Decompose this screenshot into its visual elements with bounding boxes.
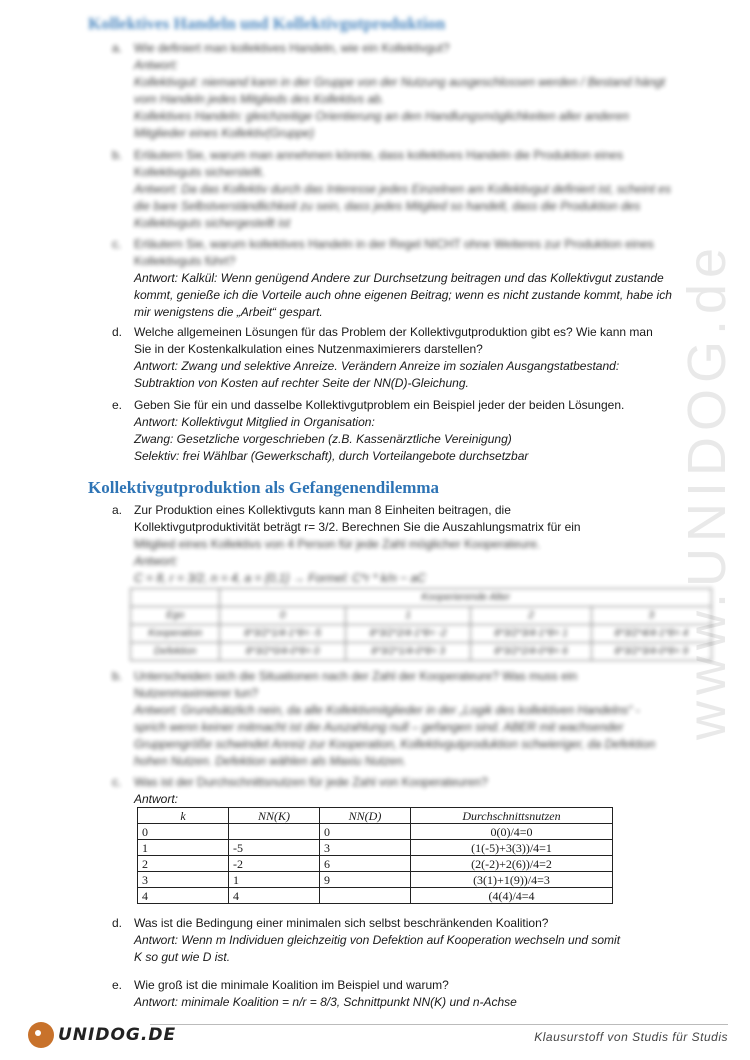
question-text: Kollektivgutproduktivität beträgt r= 3/2. Berechnen Sie die Auszahlungsmatrix für ein xyxy=(134,520,581,534)
formula-text: C = 8, r = 3/2, n = 4, a = {0,1} → Formel: C*r * k/n − aC xyxy=(134,571,426,585)
question-text: Erläutern Sie, warum man annehmen könnte, dass kollektives Handeln die Produktion eines Kollektivguts sicherstellt. xyxy=(134,148,623,179)
section1-item-a xyxy=(112,40,672,142)
section2-item-e xyxy=(112,977,672,1011)
matrix-cell: 8*3/2*0/4-0*8= 0 xyxy=(220,643,346,661)
matrix-cell: 8*3/2*3/4-0*8= 9 xyxy=(591,643,711,661)
question-text: Erläutern Sie, warum kollektives Handeln in der Regel NICHT ohne Weiteres zur Produktion eines Kollektivguts führt? xyxy=(134,237,654,268)
matrix-col: 3 xyxy=(591,607,711,625)
item-label: c. xyxy=(112,237,122,251)
answer-text: Subtraktion von Kosten auf rechter Seite der NN(D)-Gleichung. xyxy=(134,376,469,390)
dog-icon xyxy=(28,1022,54,1048)
table-header: k xyxy=(138,808,229,824)
answer-text: Antwort: Grundsätzlich nein, da alle Kollektivmitglieder in der „Logik des kollektiven Handelns“ - sprich wenn keiner mitmacht ist die Auszahlung null – gefangen sind. ABER mit wachsender Gruppengröße schwindet Anreiz zur Kooperation, Kollektivgutproduktion schwieriger, da Defektion hohen Nutzen. Defektion wählen als Maxiu Nutzen. xyxy=(134,703,656,768)
answer-text: Antwort: Kollektivgut Mitglied in Organisation: xyxy=(134,415,375,429)
table-cell: 0 xyxy=(138,824,229,840)
table-row xyxy=(138,872,613,888)
unidog-logo[interactable] xyxy=(28,1020,176,1050)
item-label: b. xyxy=(112,669,123,683)
table-cell: 3 xyxy=(320,840,411,856)
table-cell: (4(4)/4=4 xyxy=(411,888,613,904)
section2-heading: Kollektivgutproduktion als Gefangenendilemma xyxy=(88,478,440,497)
table-header: NN(K) xyxy=(229,808,320,824)
table-cell: 0 xyxy=(320,824,411,840)
section2-item-a xyxy=(112,502,672,587)
item-label: e. xyxy=(112,398,123,412)
footer-divider xyxy=(150,1024,728,1025)
table-cell: (3(1)+1(9))/4=3 xyxy=(411,872,613,888)
matrix-ego-label: Ego xyxy=(131,607,220,625)
matrix-col: 2 xyxy=(471,607,591,625)
item-label: a. xyxy=(112,503,123,517)
item-label: a. xyxy=(112,41,123,55)
table-cell: 1 xyxy=(138,840,229,856)
table-cell: 6 xyxy=(320,856,411,872)
matrix-header: Kooperierende Alter xyxy=(220,589,712,607)
matrix-cell: 8*3/2*1/4-1*8= -5 xyxy=(220,625,346,643)
table-cell: 2 xyxy=(138,856,229,872)
section2-item-c xyxy=(112,774,672,808)
matrix-col: 0 xyxy=(220,607,346,625)
question-text: Welche allgemeinen Lösungen für das Problem der Kollektivgutproduktion gibt es? Wie kann man Sie in der Kostenkalkulation eines Nutzenmaximierers darstellen? xyxy=(134,325,653,356)
table-cell: 4 xyxy=(229,888,320,904)
section2-item-d xyxy=(112,915,672,966)
item-label: d. xyxy=(112,916,123,930)
question-text: Geben Sie für ein und dasselbe Kollektivgutproblem ein Beispiel jeder der beiden Lösungen. xyxy=(134,398,625,412)
question-text: Was ist die Bedingung einer minimalen sich selbst beschränkenden Koalition? xyxy=(134,916,549,930)
matrix-row-label: Kooperation xyxy=(131,625,220,643)
item-label: c. xyxy=(112,775,122,789)
table-cell: 0(0)/4=0 xyxy=(411,824,613,840)
table-row xyxy=(138,824,613,840)
matrix-cell: 8*3/2*4/4-1*8= 4 xyxy=(591,625,711,643)
answer-label: Antwort: xyxy=(134,554,179,568)
answer-text: Antwort: minimale Koalition = n/r = 8/3, Schnittpunkt NN(K) und n-Achse xyxy=(134,995,517,1009)
table-header: NN(D) xyxy=(320,808,411,824)
table-cell: 3 xyxy=(138,872,229,888)
table-cell: (2(-2)+2(6))/4=2 xyxy=(411,856,613,872)
section1-item-b xyxy=(112,147,672,232)
question-text: Wie groß ist die minimale Koalition im Beispiel und warum? xyxy=(134,978,449,992)
payoff-matrix-table xyxy=(130,588,712,661)
section1-item-d xyxy=(112,324,672,392)
matrix-cell: 8*3/2*2/4-0*8= 6 xyxy=(471,643,591,661)
matrix-cell: 8*3/2*3/4-1*8= 1 xyxy=(471,625,591,643)
table-row xyxy=(138,840,613,856)
item-label: b. xyxy=(112,148,123,162)
section1-item-c xyxy=(112,236,672,321)
table-cell: -2 xyxy=(229,856,320,872)
table-cell: (1(-5)+3(3))/4=1 xyxy=(411,840,613,856)
answer-text: Antwort: Kalkül: Wenn genügend Andere zur Durchsetzung beitragen und das Kollektivgut zustande kommt, genieße ich die Vorteile auch ohne eigenen Beitrag; wenn es nicht zustande kommt, habe ich mir wenigstens die „Arbeit“ gespart. xyxy=(134,271,672,319)
table-cell: 9 xyxy=(320,872,411,888)
answer-label: Antwort: xyxy=(134,792,179,806)
answer-text: K so gut wie D ist. xyxy=(134,950,231,964)
table-cell: 4 xyxy=(138,888,229,904)
item-label: d. xyxy=(112,325,123,339)
question-text: Wie definiert man kollektives Handeln, wie ein Kollektivgut? xyxy=(134,41,450,55)
answer-text: Selektiv: frei Wählbar (Gewerkschaft), durch Vorteilangebote durchsetzbar xyxy=(134,449,529,463)
average-utility-table xyxy=(137,807,613,904)
question-text: Zur Produktion eines Kollektivguts kann man 8 Einheiten beitragen, die xyxy=(134,503,511,517)
answer-label: Antwort: xyxy=(134,58,179,72)
question-text: Mitglied eines Kollektivs von 4 Person für jede Zahl möglicher Kooperateure. xyxy=(134,537,541,551)
answer-text: Zwang: Gesetzliche vorgeschrieben (z.B. Kassenärztliche Vereinigung) xyxy=(134,432,512,446)
table-cell xyxy=(320,888,411,904)
question-text: Unterscheiden sich die Situationen nach der Zahl der Kooperateure? Was muss ein Nutzenmaximierer tun? xyxy=(134,669,578,700)
logo-text: UNIDOG.DE xyxy=(58,1025,177,1045)
answer-text: Antwort: Wenn m Individuen gleichzeitig von Defektion auf Kooperation wechseln und somit xyxy=(134,933,621,947)
section1-heading: Kollektives Handeln und Kollektivgutproduktion xyxy=(88,14,446,33)
section2-item-b xyxy=(112,668,672,770)
question-text: Was ist der Durchschnittsnutzen für jede Zahl von Kooperateuren? xyxy=(134,775,488,789)
answer-text: Antwort: Da das Kollektiv durch das Interesse jedes Einzelnen am Kollektivgut definiert ist, scheint es die bare Selbstverständlichkeit zu sein, dass jedes Mitglied so handelt, dass die Produktion des Kollektivguts sichergestellt ist xyxy=(134,182,671,230)
section1-item-e xyxy=(112,397,672,465)
matrix-row-label: Defektion xyxy=(131,643,220,661)
answer-text: Antwort: Zwang und selektive Anreize. Verändern Anreize im sozialen Ausgangstatbestand: xyxy=(134,359,620,373)
table-cell: 1 xyxy=(229,872,320,888)
footer-tagline: Klausurstoff von Studis für Studis xyxy=(534,1030,728,1044)
table-row xyxy=(138,856,613,872)
table-header: Durchschnittsnutzen xyxy=(411,808,613,824)
watermark: www.UNIDOG.de xyxy=(677,241,737,740)
matrix-cell: 8*3/2*1/4-0*8= 3 xyxy=(345,643,471,661)
answer-text: Kollektives Handeln: gleichzeitige Orientierung an den Handlungsmöglichkeiten aller anderen Mitglieder eines Kollektiv(Gruppe) xyxy=(134,109,629,140)
table-cell: -5 xyxy=(229,840,320,856)
matrix-col: 1 xyxy=(345,607,471,625)
matrix-cell: 8*3/2*2/4-1*8= -2 xyxy=(345,625,471,643)
item-label: e. xyxy=(112,978,123,992)
table-row xyxy=(138,888,613,904)
answer-text: Kollektivgut: niemand kann in der Gruppe von der Nutzung ausgeschlossen werden / Bestand hängt vom Handeln jedes Mitglieds des Kollektivs ab. xyxy=(134,75,665,106)
table-cell xyxy=(229,824,320,840)
